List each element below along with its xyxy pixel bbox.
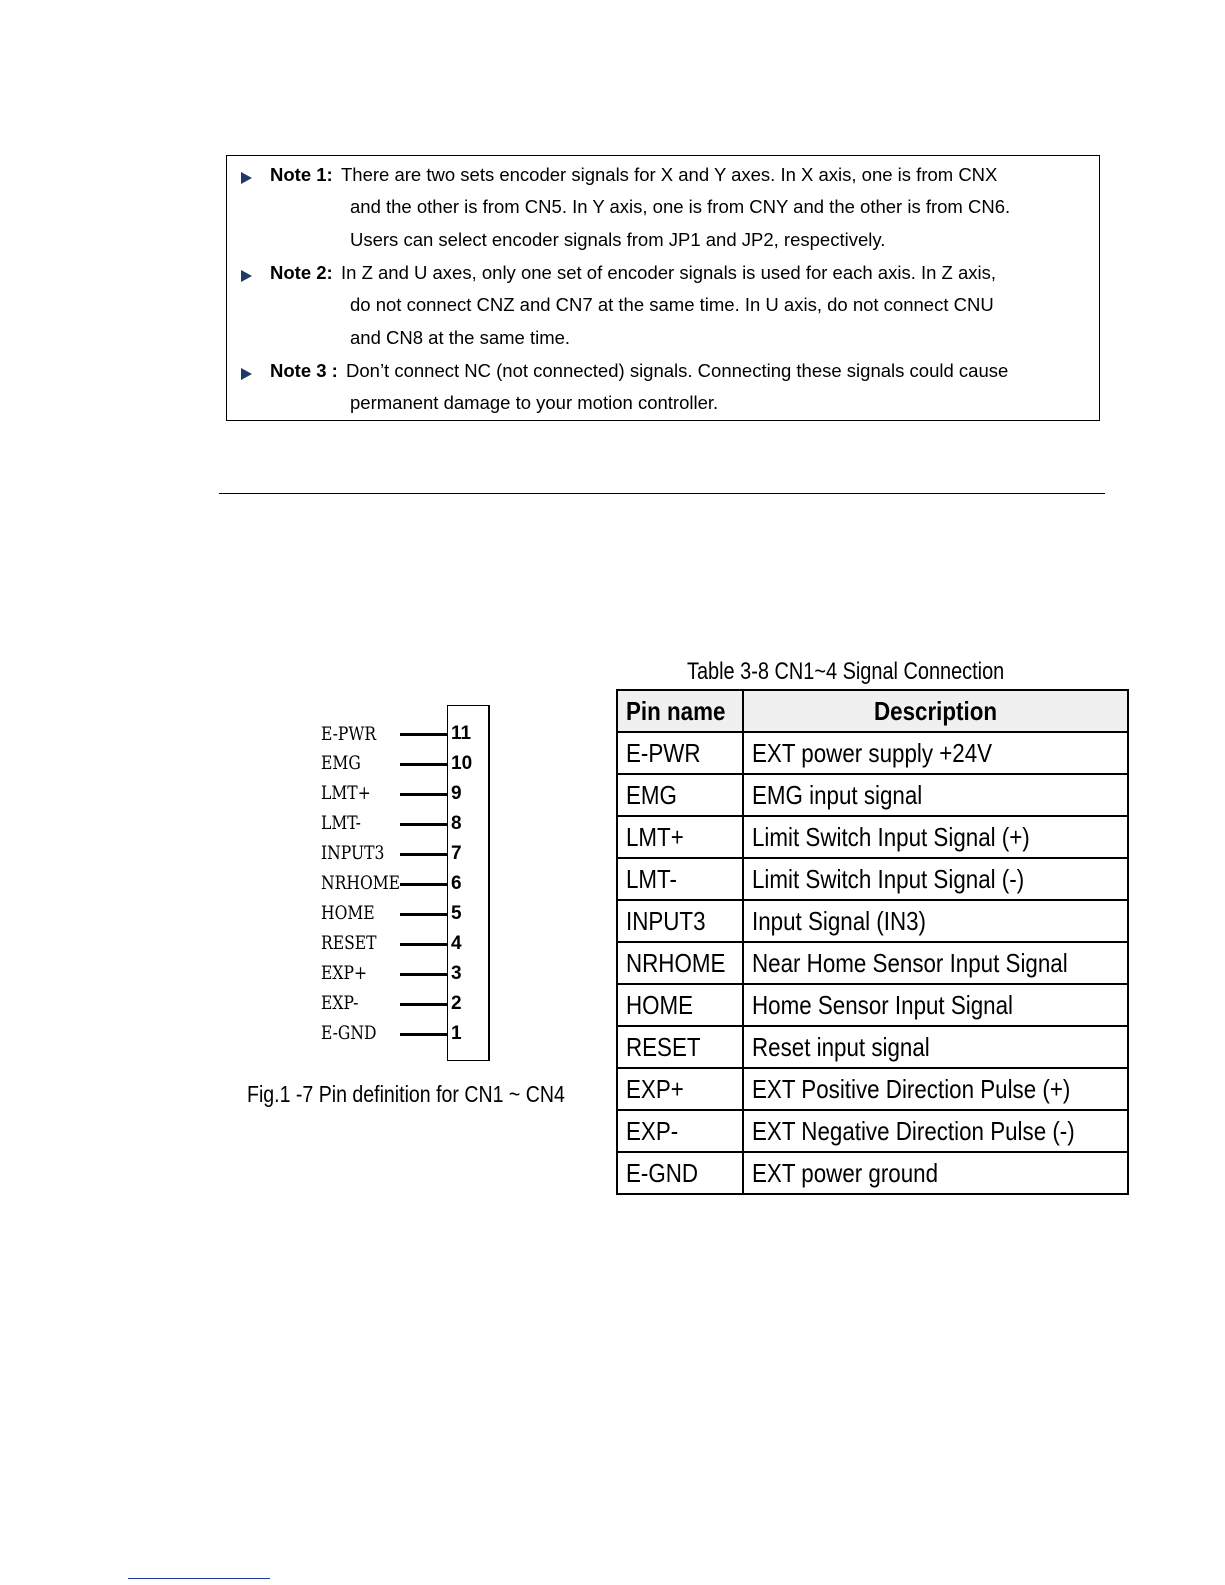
table-row [617,774,1128,816]
description-cell: Limit Switch Input Signal (-) [743,858,1128,900]
pin-name-cell: RESET [617,1026,743,1068]
pin-lead [400,913,448,916]
pin-lead [400,823,448,826]
description-cell: EXT Positive Direction Pulse (+) [743,1068,1128,1110]
note-line: There are two sets encoder signals for X and Y axes. In X axis, one is from CNX [341,164,998,185]
table-row [617,900,1128,942]
signal-table [616,689,1129,1195]
pin-number: 8 [451,813,462,834]
table-row [617,732,1128,774]
table-header-row [617,690,1128,732]
notes-box [226,155,1100,421]
pin-number: 10 [451,753,473,774]
pin-name-cell: E-PWR [617,732,743,774]
description-cell: Home Sensor Input Signal [743,984,1128,1026]
description-cell: Reset input signal [743,1026,1128,1068]
pin-lead [400,853,448,856]
table-row [617,942,1128,984]
description-cell: Input Signal (IN3) [743,900,1128,942]
pin-name-cell: EMG [617,774,743,816]
pin-number: 11 [451,723,472,744]
pin-number: 9 [451,783,462,804]
pin-lead [400,943,448,946]
description-cell: EMG input signal [743,774,1128,816]
table-title: Table 3-8 CN1~4 Signal Connection [687,658,1005,685]
pin-number: 6 [451,873,462,894]
description-cell: EXT power ground [743,1152,1128,1194]
pin-label: LMT- [321,812,361,834]
pin-label: LMT+ [321,782,371,804]
pin-label: EMG [321,752,361,774]
pin-label: NRHOME [321,872,401,894]
pin-lead [400,793,448,796]
column-header: Pin name [617,690,743,732]
pin-label: E-PWR [321,723,377,745]
pin-lead [400,973,448,976]
pin-lead [400,1003,448,1006]
footnote-separator [128,1578,270,1579]
pin-name-cell: LMT- [617,858,743,900]
description-cell: Limit Switch Input Signal (+) [743,816,1128,858]
note-line: Don’t connect NC (not connected) signals. Connecting these signals could cause [346,360,1009,381]
note-line: In Z and U axes, only one set of encoder signals is used for each axis. In Z axis, [341,262,997,283]
pin-number: 1 [451,1023,462,1044]
note-label: Note 1: [270,164,333,185]
pin-number: 5 [451,903,462,924]
note-line: and CN8 at the same time. [350,327,571,348]
pin-name-cell: INPUT3 [617,900,743,942]
description-cell: EXT power supply +24V [743,732,1128,774]
pin-number: 3 [451,963,462,984]
column-header: Description [743,690,1128,732]
pin-lead [400,763,448,766]
section-divider [219,493,1105,494]
table-row [617,816,1128,858]
table-row [617,1026,1128,1068]
description-cell: EXT Negative Direction Pulse (-) [743,1110,1128,1152]
description-cell: Near Home Sensor Input Signal [743,942,1128,984]
note-line: do not connect CNZ and CN7 at the same time. In U axis, do not connect CNU [350,294,994,315]
pin-name-cell: LMT+ [617,816,743,858]
note-line: and the other is from CN5. In Y axis, one is from CNY and the other is from CN6. [350,196,1011,217]
pin-label: RESET [321,932,377,954]
triangle-bullet-icon [241,172,252,184]
pin-lead [400,883,448,886]
table-row [617,1068,1128,1110]
pin-label: E-GND [321,1022,377,1044]
pin-name-cell: EXP- [617,1110,743,1152]
pin-name-cell: NRHOME [617,942,743,984]
table-row [617,858,1128,900]
pin-number: 2 [451,993,462,1014]
pin-label: EXP+ [321,962,368,984]
pin-name-cell: E-GND [617,1152,743,1194]
note-line: permanent damage to your motion controller. [350,392,719,413]
pin-lead [400,1033,448,1036]
pin-number: 4 [451,933,462,954]
triangle-bullet-icon [241,368,252,380]
table-row [617,1110,1128,1152]
pin-number: 7 [451,843,462,864]
figure-caption: Fig.1 -7 Pin definition for CN1 ~ CN4 [247,1081,565,1107]
table-row [617,1152,1128,1194]
pin-label: INPUT3 [321,842,385,864]
note-label: Note 3 : [270,360,338,381]
table-row [617,984,1128,1026]
note-label: Note 2: [270,262,333,283]
triangle-bullet-icon [241,270,252,282]
pin-name-cell: EXP+ [617,1068,743,1110]
note-line: Users can select encoder signals from JP1 and JP2, respectively. [350,229,886,250]
pin-label: HOME [321,902,375,924]
pin-label: EXP- [321,992,359,1014]
pin-lead [400,733,448,736]
pin-name-cell: HOME [617,984,743,1026]
